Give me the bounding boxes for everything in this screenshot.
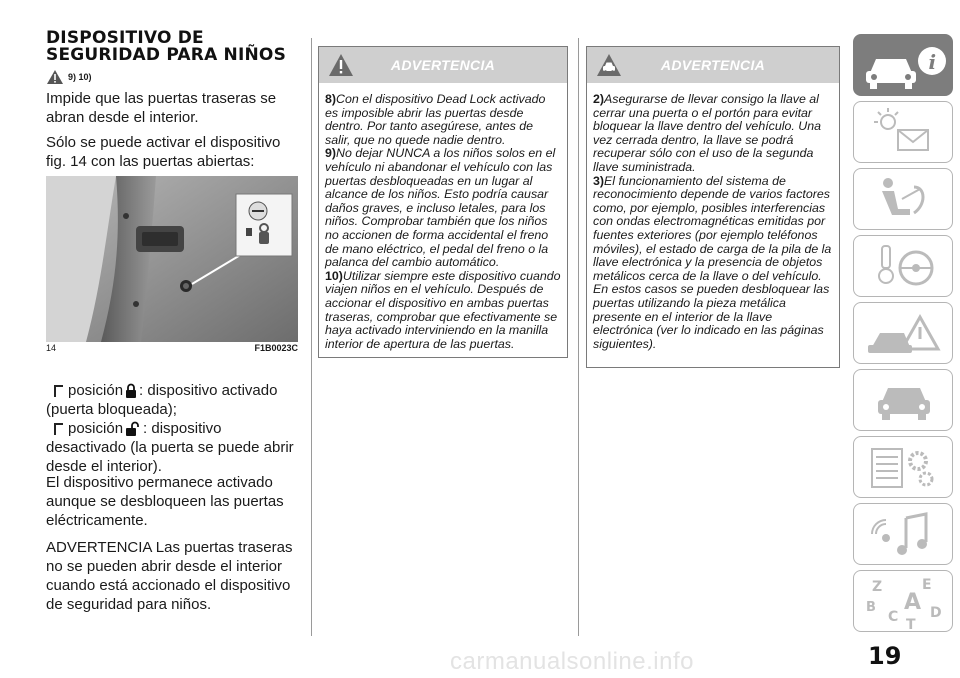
watermark: carmanualsonline.info bbox=[450, 648, 694, 675]
lock-open-icon bbox=[125, 421, 141, 437]
electric-unlock-paragraph: El dispositivo permanece activado aunque se desbloqueen las puertas eléctricamente. bbox=[46, 474, 284, 529]
lock-options bbox=[46, 381, 298, 476]
nav-tab-vehicle-info[interactable] bbox=[853, 34, 953, 96]
index-letter: A bbox=[904, 590, 922, 615]
warning-item-2: 2)Asegurarse de llevar consigo la llave al cerrar una puerta o el portón para evitar bloquear la llave dentro del vehículo. Una vez cerrada dentro, la llave se podrá recuperar sólo con el uso de la segunda llave suministrada. bbox=[593, 92, 821, 174]
warning-lights-icon bbox=[854, 102, 954, 164]
page-number: 19 bbox=[868, 642, 902, 670]
multimedia-icon bbox=[854, 504, 954, 566]
accident-triangle-icon bbox=[854, 303, 954, 365]
warning-box-header bbox=[319, 47, 567, 83]
warning-item-8: 8)Con el dispositivo Dead Lock activado es imposible abrir las puertas desde dentro. Por tanto asegúrese, antes de salir, que no quede nadie dentro. bbox=[325, 92, 546, 147]
svg-text:i: i bbox=[928, 50, 937, 74]
main-section bbox=[46, 30, 298, 171]
option1-label: posición bbox=[68, 382, 124, 399]
warning-body bbox=[587, 83, 839, 359]
warning-item-3: 3)El funcionamiento del sistema de reconocimiento depende de varios factores como, por ejemplo, posibles interferencias con ondas electromagnéticas emitidas por fuentes exteriores (por ejemplo teléfonos móviles), el estado de carga de la pila de la llave electrónica y la presencia de objetos metálicos cerca de la llave o del vehículo. En estos casos se pueden desbloquear las puertas utilizando la pieza metálica presente en el interior de la llave electrónica (ver lo indicado en las páginas siguientes). bbox=[593, 173, 832, 351]
bullet-icon bbox=[54, 385, 63, 397]
section-heading bbox=[46, 30, 298, 64]
warning-title: ADVERTENCIA bbox=[390, 57, 496, 73]
heading-line-2: SEGURIDAD PARA NIÑOS bbox=[46, 45, 287, 65]
car-info-icon bbox=[854, 35, 954, 97]
nav-tab-maintenance[interactable] bbox=[853, 369, 953, 431]
index-letter: Z bbox=[872, 579, 883, 595]
figure-code: F1B0023C bbox=[254, 343, 298, 353]
door-lock-illustration bbox=[46, 176, 298, 342]
service-gears-icon bbox=[854, 437, 954, 499]
warning-paragraph: ADVERTENCIA Las puertas traseras no se pueden abrir desde el interior cuando está accionado el dispositivo de seguridad para niños. bbox=[46, 539, 293, 613]
nav-tab-technical-data[interactable] bbox=[853, 436, 953, 498]
index-letter: B bbox=[866, 600, 876, 615]
warning-item-10: 10)Utilizar siempre este dispositivo cuando viajen niños en el vehículo. Después de accionar el dispositivo en ambas puertas traseras, comprobar que efectivamente se haya activado interviniendo en la manilla interior de apertura de las puertas. bbox=[325, 268, 561, 351]
intro-paragraph: Impide que las puertas traseras se abran desde el interior. bbox=[46, 90, 277, 126]
car-warning-triangle-icon bbox=[595, 52, 623, 78]
index-letter: T bbox=[906, 617, 916, 633]
index-letter: D bbox=[930, 605, 942, 621]
index-letter: C bbox=[888, 609, 899, 625]
bullet-icon bbox=[54, 423, 63, 435]
option-unlocked bbox=[46, 419, 298, 438]
car-front-icon bbox=[854, 370, 954, 432]
warning-box-header bbox=[587, 47, 839, 83]
warning-item-9: 9)No dejar NUNCA a los niños solos en el vehículo ni abandonar el vehículo con las puertas desbloqueadas en un lugar al alcance de los niños. Esto podría causar daños graves, e incluso letales, para los niños. Comprobar también que los niños no accionen de forma accidental el freno de mano eléctrico, el pedal del freno o la palanca del cambio automático. bbox=[325, 146, 556, 270]
steering-key-icon bbox=[854, 236, 954, 298]
warning-triangle-icon bbox=[46, 69, 64, 85]
option-locked bbox=[46, 381, 298, 400]
warning-box-1 bbox=[318, 46, 568, 358]
warning-refs bbox=[46, 70, 298, 84]
option1-continuation: (puerta bloqueada); bbox=[46, 401, 177, 418]
nav-tab-safety[interactable] bbox=[853, 168, 953, 230]
nav-tab-emergency[interactable] bbox=[853, 302, 953, 364]
refs-text: 9) 10) bbox=[68, 72, 92, 82]
option2-continuation: desactivado (la puerta se puede abrir desde el interior). bbox=[46, 439, 294, 475]
warning-body bbox=[319, 83, 567, 359]
warning-triangle-icon bbox=[327, 52, 355, 78]
option2-label: posición bbox=[68, 420, 124, 437]
column-divider bbox=[578, 38, 579, 636]
door-lock-figure bbox=[46, 176, 298, 342]
option1-desc: : dispositivo activado bbox=[139, 382, 278, 399]
warning-title: ADVERTENCIA bbox=[660, 57, 766, 73]
airbag-seat-icon bbox=[854, 169, 954, 231]
figure-caption bbox=[46, 343, 298, 357]
index-letter: E bbox=[922, 577, 932, 593]
warning-box-2 bbox=[586, 46, 840, 368]
alphabet-index-icon bbox=[854, 571, 954, 633]
activation-paragraph: Sólo se puede activar el dispositivo fig. 14 con las puertas abiertas: bbox=[46, 134, 281, 170]
column-divider bbox=[311, 38, 312, 636]
figure-number: 14 bbox=[46, 343, 57, 353]
nav-tab-driving[interactable] bbox=[853, 235, 953, 297]
nav-tab-index[interactable] bbox=[853, 570, 953, 632]
body-text bbox=[46, 473, 298, 622]
option2-desc: : dispositivo bbox=[143, 420, 222, 437]
heading-line-1: DISPOSITIVO DE bbox=[46, 28, 204, 48]
lock-closed-icon bbox=[125, 383, 137, 399]
nav-tab-dashboard[interactable] bbox=[853, 101, 953, 163]
nav-tab-multimedia[interactable] bbox=[853, 503, 953, 565]
